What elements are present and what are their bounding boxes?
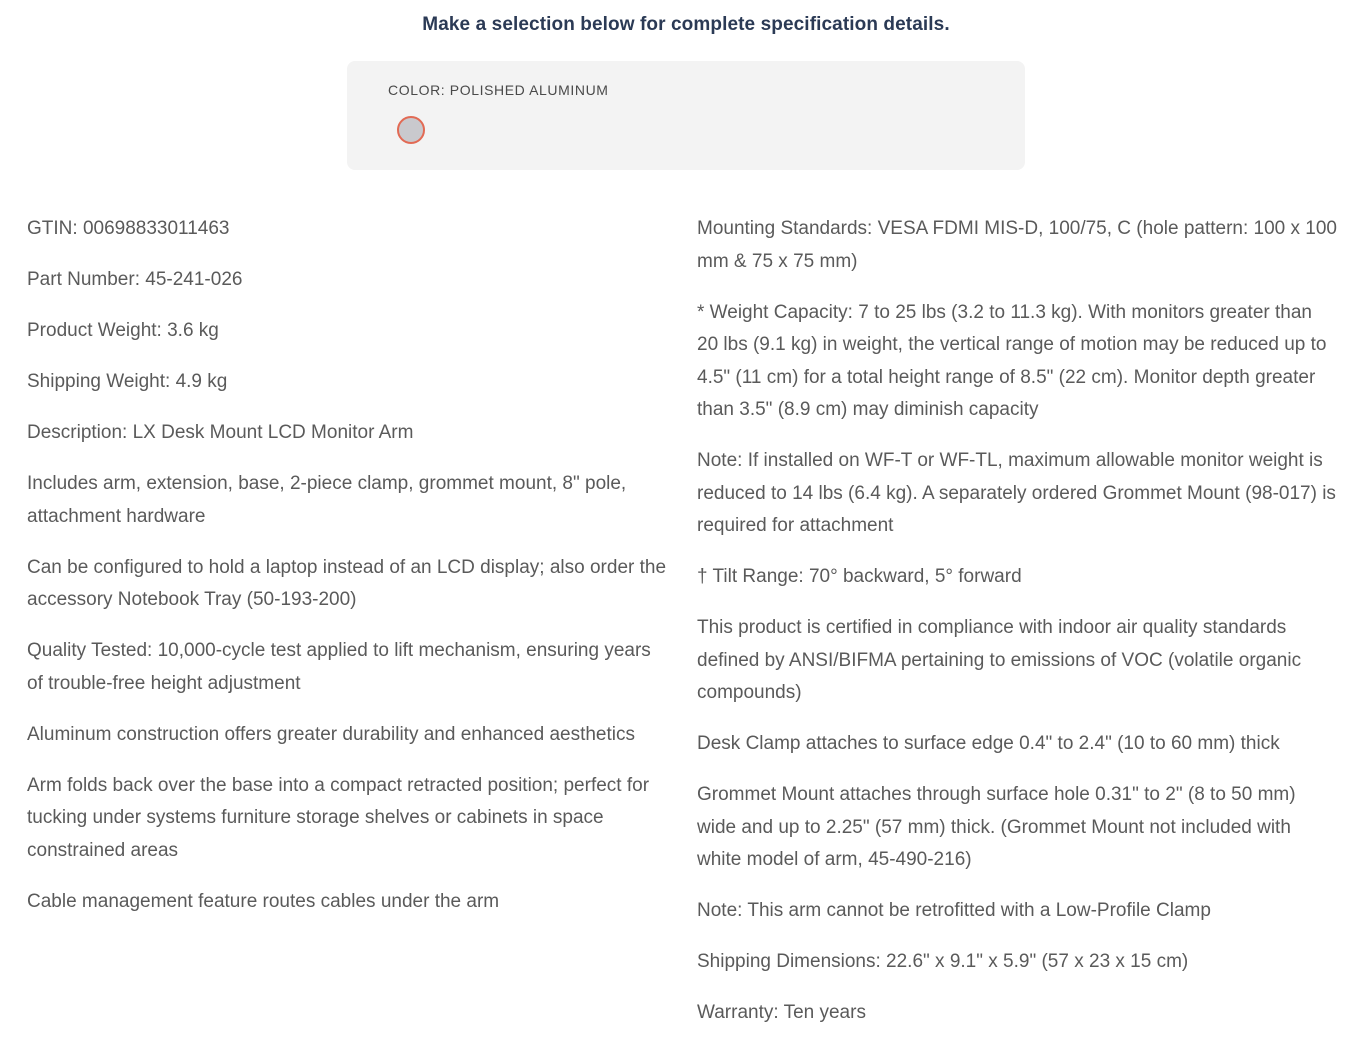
specs-column-left: [27, 213, 667, 937]
spec-note-low-profile: Note: This arm cannot be retrofitted with a Low-Profile Clamp: [697, 900, 1211, 921]
spec-tilt-range: † Tilt Range: 70° backward, 5° forward: [697, 566, 1022, 587]
specs-column-right: [697, 213, 1337, 1048]
spec-air-quality: This product is certified in compliance with indoor air quality standards defined by ANSI/BIFMA pertaining to emissions of VOC (volatile organic compounds): [697, 617, 1302, 703]
spec-product-weight: Product Weight: 3.6 kg: [27, 320, 219, 341]
spec-shipping-weight: Shipping Weight: 4.9 kg: [27, 371, 228, 392]
spec-desk-clamp: Desk Clamp attaches to surface edge 0.4" to 2.4" (10 to 60 mm) thick: [697, 733, 1280, 754]
spec-cable-management: Cable management feature routes cables under the arm: [27, 890, 500, 912]
spec-weight-capacity: * Weight Capacity: 7 to 25 lbs (3.2 to 11.3 kg). With monitors greater than 20 lbs (9.1 kg) in weight, the vertical range of motion may be reduced up to 4.5" (11 cm) for a total height range of 8.5" (22 cm). Monitor depth greater than 3.5" (8.9 cm) may diminish capacity: [697, 301, 1327, 420]
spec-quality-tested: Quality Tested: 10,000-cycle test applied to lift mechanism, ensuring years of trouble-free height adjustment: [27, 640, 651, 694]
spec-arm-folds: Arm folds back over the base into a compact retracted position; perfect for tucking under systems furniture storage shelves or cabinets in space constrained areas: [27, 774, 650, 861]
spec-description: Description: LX Desk Mount LCD Monitor Arm: [27, 422, 414, 443]
spec-laptop-config: Can be configured to hold a laptop instead of an LCD display; also order the accessory Notebook Tray (50-193-200): [27, 556, 667, 610]
spec-shipping-dimensions: Shipping Dimensions: 22.6" x 9.1" x 5.9" (57 x 23 x 15 cm): [697, 951, 1189, 972]
color-swatch-polished-aluminum[interactable]: [397, 116, 425, 144]
spec-aluminum-construction: Aluminum construction offers greater durability and enhanced aesthetics: [27, 723, 635, 745]
spec-mounting-standards: Mounting Standards: VESA FDMI MIS-D, 100/75, C (hole pattern: 100 x 100 mm & 75 x 75 mm): [697, 218, 1337, 272]
selection-prompt-heading: Make a selection below for complete specification details.: [422, 14, 950, 35]
spec-gtin: GTIN: 00698833011463: [27, 218, 230, 239]
color-selector-panel: [347, 61, 1025, 170]
spec-note-wf: Note: If installed on WF-T or WF-TL, maximum allowable monitor weight is reduced to 14 lbs (6.4 kg). A separately ordered Grommet Mount (98-017) is required for attachment: [697, 450, 1336, 536]
spec-part-number: Part Number: 45-241-026: [27, 269, 243, 290]
spec-warranty: Warranty: Ten years: [697, 1002, 866, 1023]
color-selector-label: COLOR: POLISHED ALUMINUM: [388, 82, 609, 98]
spec-includes: Includes arm, extension, base, 2-piece clamp, grommet mount, 8" pole, attachment hardware: [27, 473, 627, 527]
spec-grommet-mount: Grommet Mount attaches through surface hole 0.31" to 2" (8 to 50 mm) wide and up to 2.25" (57 mm) thick. (Grommet Mount not included with white model of arm, 45-490-216): [697, 784, 1296, 870]
